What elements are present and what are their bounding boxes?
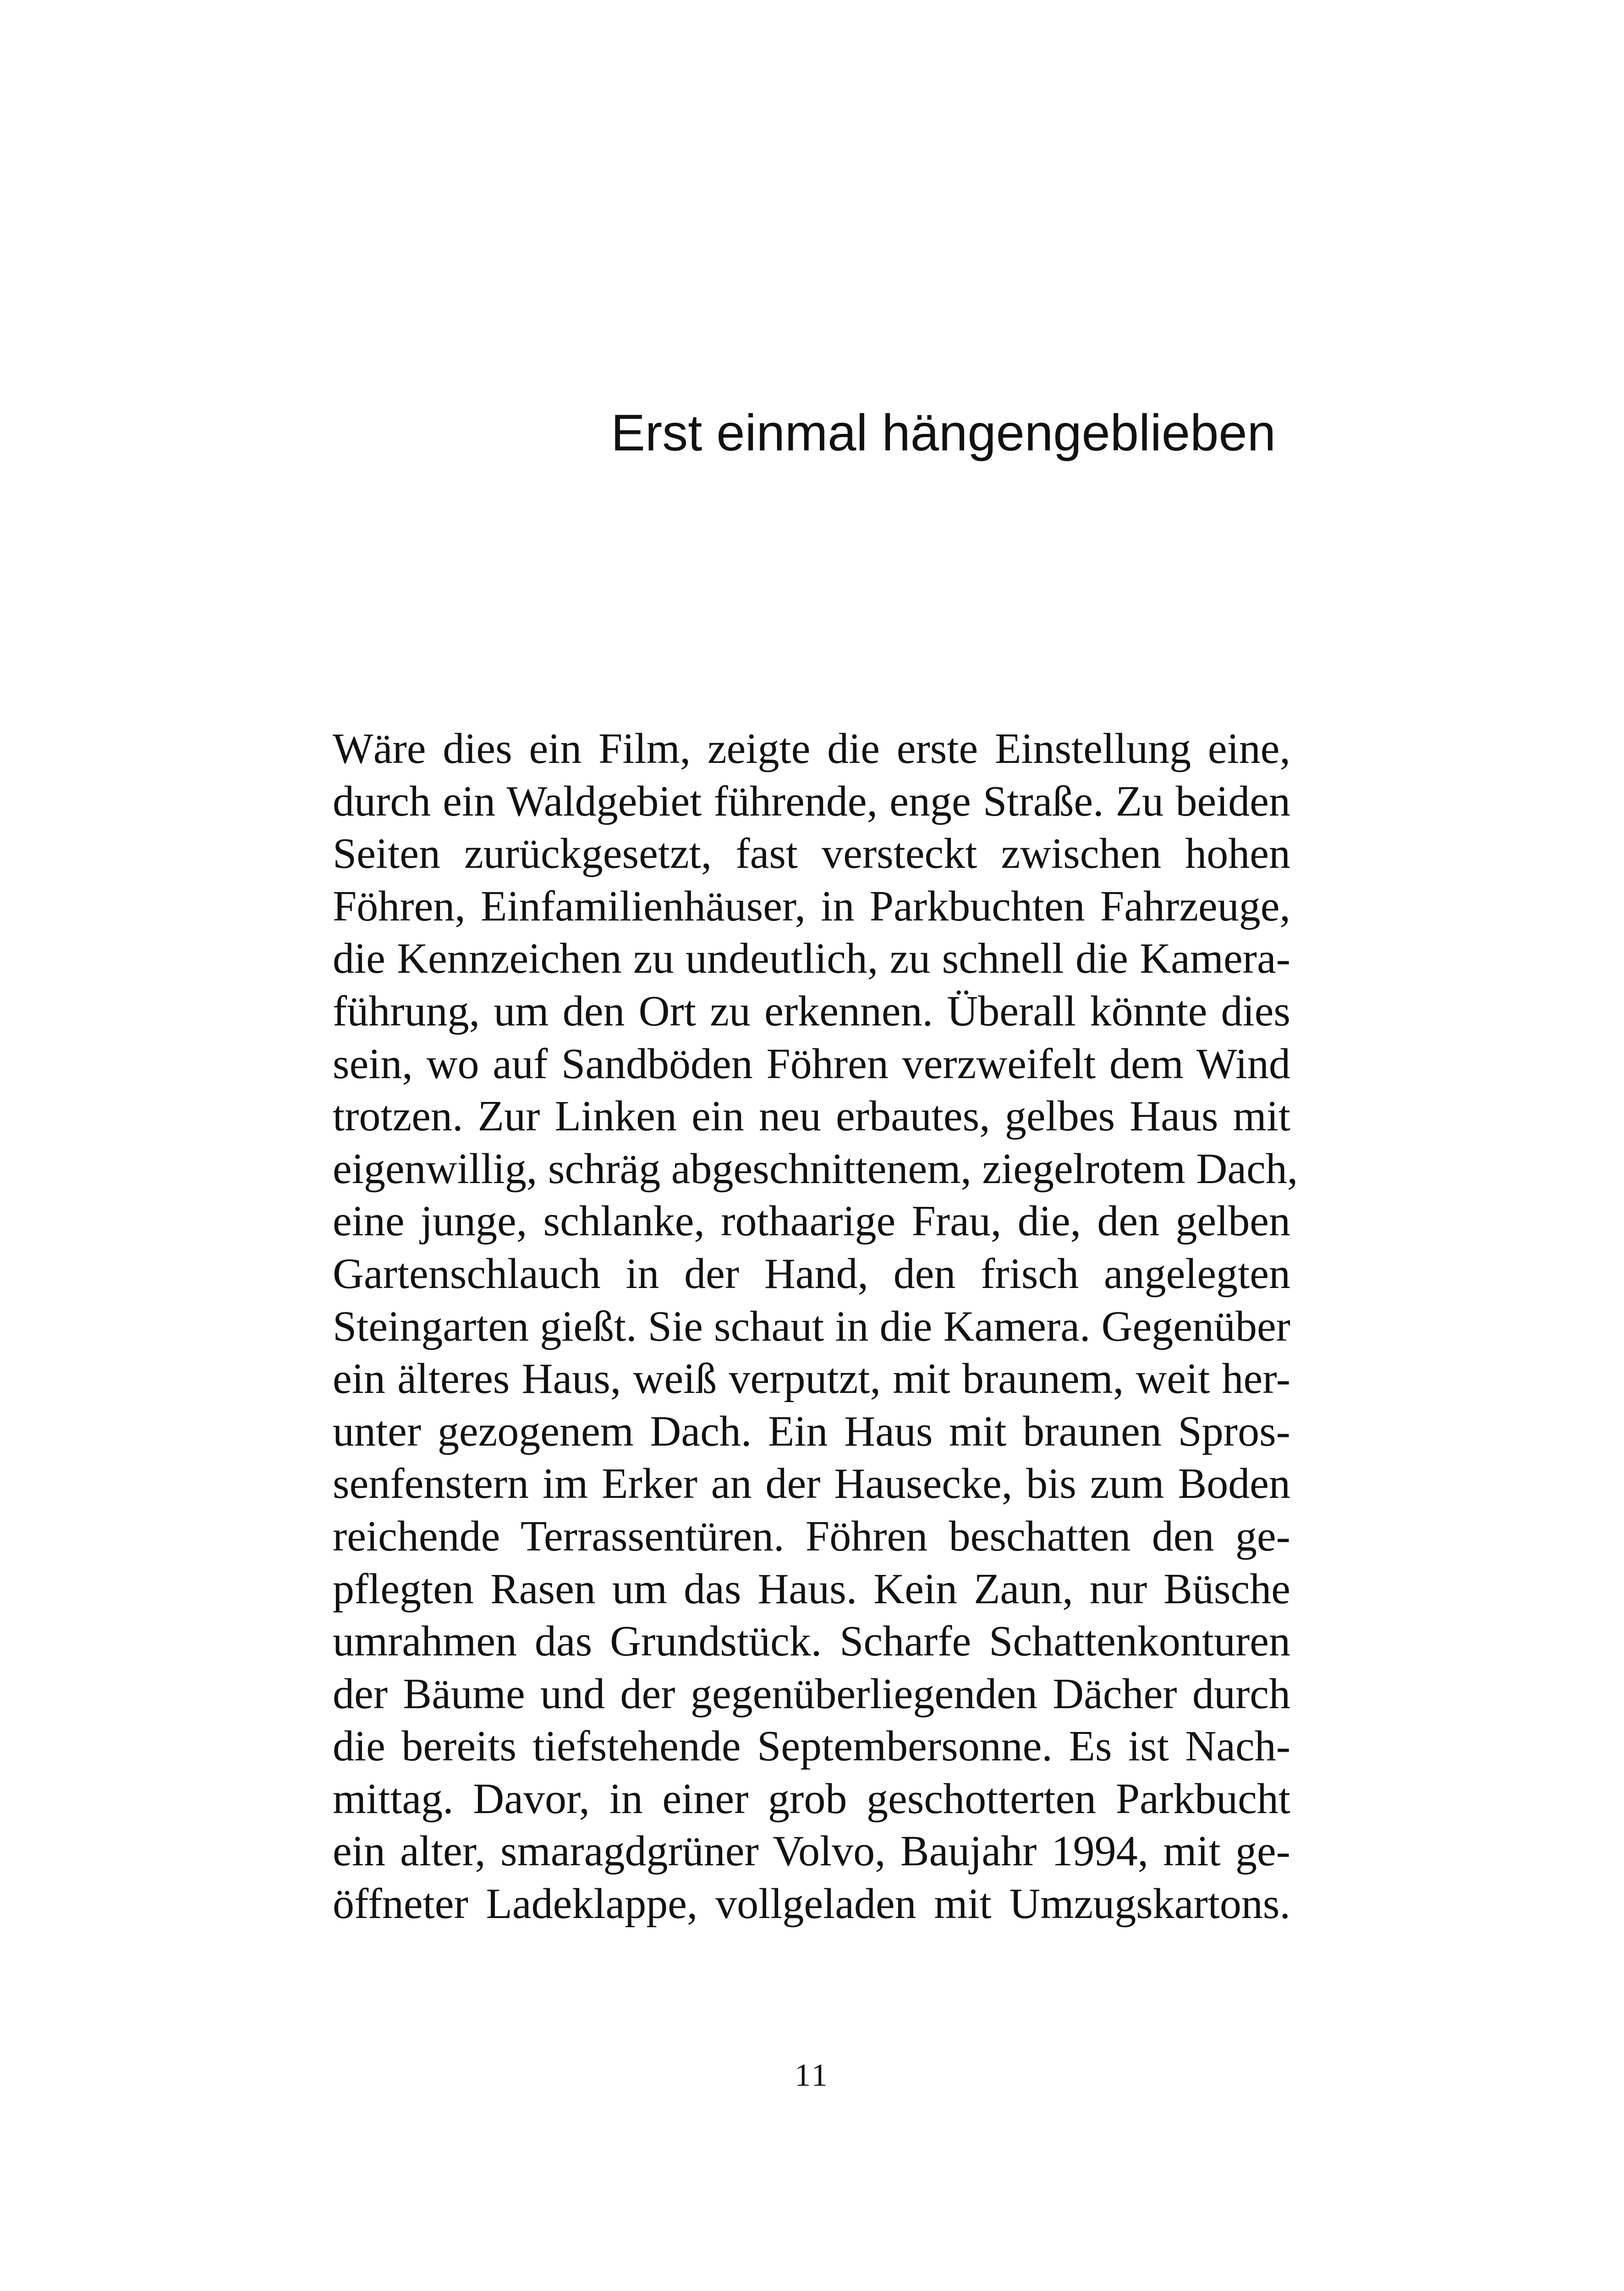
page-number: 11: [795, 2058, 829, 2093]
text-line: die Kennzeichen zu undeutlich, zu schnell die Kamera-: [333, 935, 1290, 983]
text-line: der Bäume und der gegenüberliegenden Dächer durch: [333, 1670, 1290, 1718]
text-line: trotzen. Zur Linken ein neu erbautes, gelbes Haus mit: [333, 1092, 1290, 1140]
chapter-title: Erst einmal hängengeblieben: [611, 404, 1276, 461]
text-line: senfenstern im Erker an der Hausecke, bis zum Boden: [333, 1460, 1290, 1508]
text-line: ein älteres Haus, weiß verputzt, mit braunem, weit her-: [333, 1355, 1290, 1403]
text-line: die bereits tiefstehende Septembersonne. Es ist Nach-: [333, 1722, 1290, 1770]
body-paragraph: [333, 723, 1298, 1930]
text-line: öffneter Ladeklappe, vollgeladen mit Umzugskartons.: [333, 1880, 1290, 1928]
text-line: führung, um den Ort zu erkennen. Überall könnte dies: [333, 987, 1290, 1035]
text-line: durch ein Waldgebiet führende, enge Straße. Zu beiden: [333, 777, 1290, 825]
text-line: Wäre dies ein Film, zeigte die erste Einstellung eine,: [333, 725, 1290, 773]
text-line: sein, wo auf Sandböden Föhren verzweifelt dem Wind: [333, 1040, 1290, 1088]
text-line: eigenwillig, schräg abgeschnittenem, ziegelrotem Dach,: [333, 1145, 1298, 1193]
text-line: umrahmen das Grundstück. Scharfe Schattenkonturen: [333, 1617, 1290, 1666]
text-line: unter gezogenem Dach. Ein Haus mit braunen Spros-: [333, 1407, 1290, 1455]
text-line: Seiten zurückgesetzt, fast versteckt zwischen hohen: [333, 830, 1290, 878]
text-line: Föhren, Einfamilienhäuser, in Parkbuchten Fahrzeuge,: [333, 882, 1290, 930]
text-line: Gartenschlauch in der Hand, den frisch angelegten: [333, 1250, 1290, 1298]
text-line: eine junge, schlanke, rothaarige Frau, die, den gelben: [333, 1197, 1290, 1245]
text-line: pflegten Rasen um das Haus. Kein Zaun, nur Büsche: [333, 1565, 1290, 1613]
text-line: Steingarten gießt. Sie schaut in die Kamera. Gegenüber: [333, 1302, 1290, 1350]
text-line: mittag. Davor, in einer grob geschotterten Parkbucht: [333, 1775, 1290, 1823]
text-line: ein alter, smaragdgrüner Volvo, Baujahr 1994, mit ge-: [333, 1827, 1290, 1875]
text-line: reichende Terrassentüren. Föhren beschatten den ge-: [333, 1512, 1290, 1560]
